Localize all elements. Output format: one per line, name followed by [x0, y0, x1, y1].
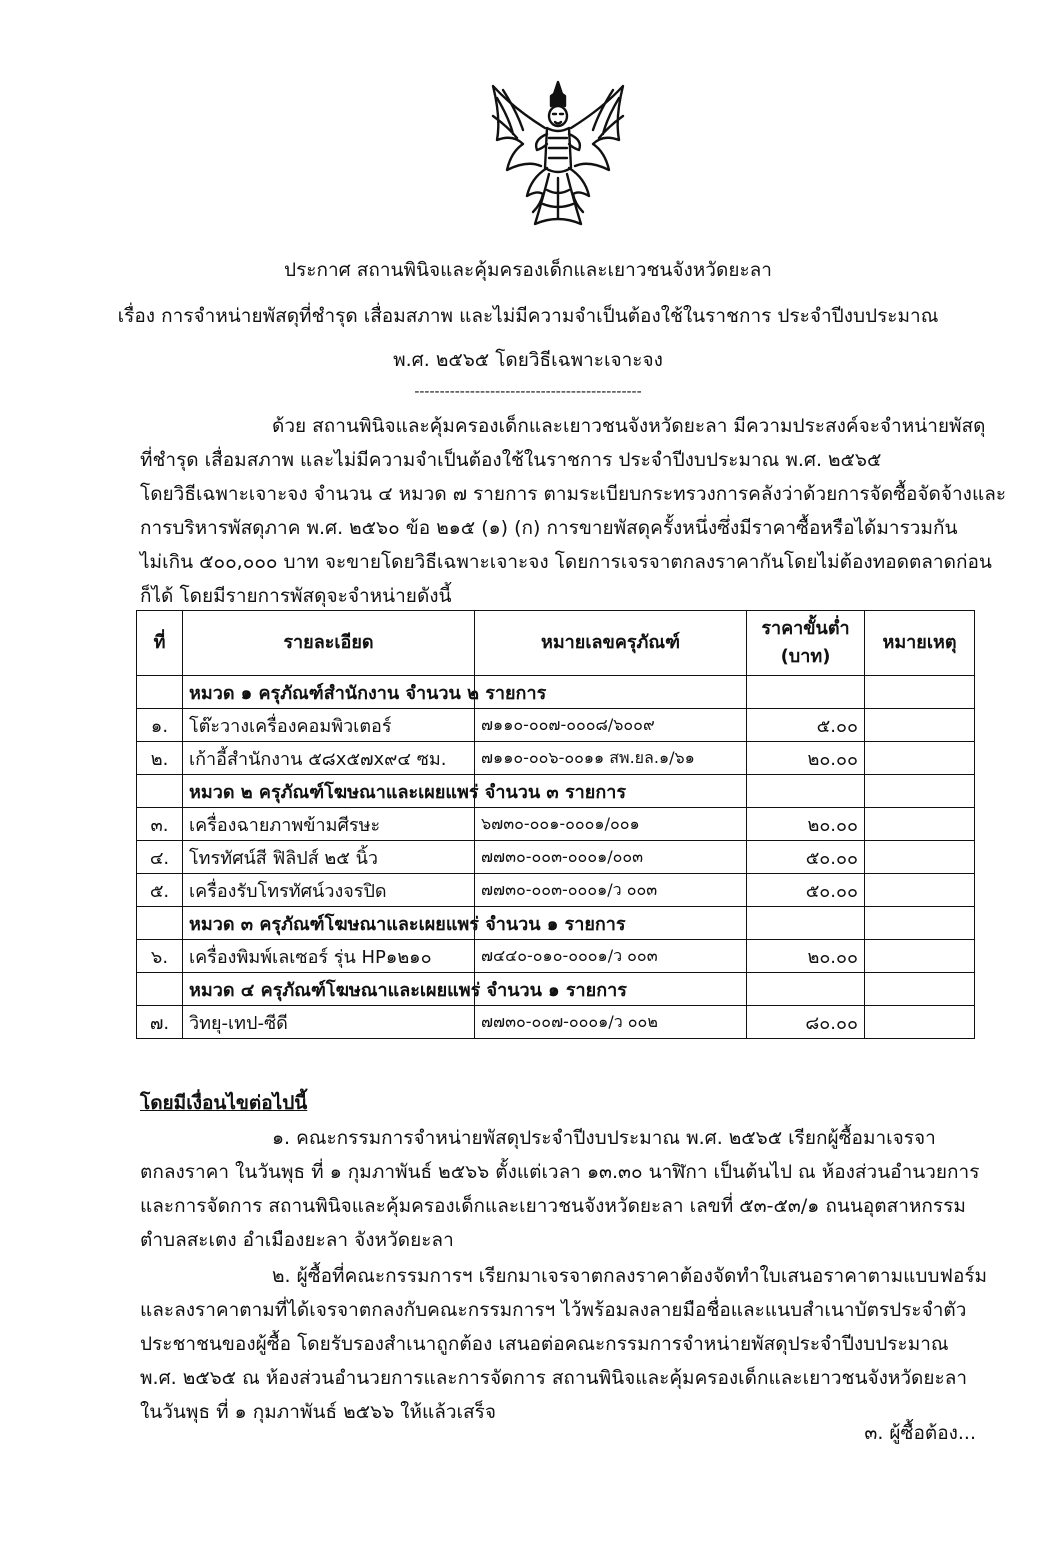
- cell-price: ๒๐.๐๐: [747, 742, 865, 775]
- cell-price: [747, 907, 865, 940]
- intro-line: ที่ชำรุด เสื่อมสภาพ และไม่มีความจำเป็นต้องใช้ในราชการ ประจำปีงบประมาณ พ.ศ. ๒๕๖๕: [140, 449, 882, 471]
- table-body: [137, 676, 975, 1039]
- category-row: [137, 676, 975, 709]
- cell-no: ๖.: [137, 940, 183, 973]
- intro-line: ไม่เกิน ๕๐๐,๐๐๐ บาท จะขายโดยวิธีเฉพาะเจาะจง โดยการเจรจาตกลงราคากันโดยไม่ต้องทอดตลาดก่อน: [140, 551, 992, 573]
- subject-line-1: เรื่อง การจำหน่ายพัสดุที่ชำรุด เสื่อมสภาพ และไม่มีความจำเป็นต้องใช้ในราชการ ประจำปีงบประมาณ: [117, 305, 939, 327]
- cell-price: ๒๐.๐๐: [747, 808, 865, 841]
- table-row: [137, 1006, 975, 1039]
- table-row: [137, 874, 975, 907]
- cell-no: [137, 907, 183, 940]
- garuda-emblem-icon: [483, 78, 633, 230]
- cell-code: ๗๗๓๐-๐๐๗-๐๐๐๑/ว ๐๐๒: [475, 1006, 747, 1039]
- cell-price: [747, 973, 865, 1006]
- condition-line: ๒. ผู้ซื้อที่คณะกรรมการฯ เรียกมาเจรจาตกลงราคาต้องจัดทำใบเสนอราคาตามแบบฟอร์ม: [272, 1265, 988, 1287]
- cell-code: ๗๗๓๐-๐๐๓-๐๐๐๑/ว ๐๐๓: [475, 874, 747, 907]
- cell-detail: โต๊ะวางเครื่องคอมพิวเตอร์: [183, 709, 475, 742]
- table-row: [137, 808, 975, 841]
- cell-remark: [865, 841, 975, 874]
- col-header-code: หมายเลขครุภัณฑ์: [475, 611, 747, 676]
- cell-price: ๕.๐๐: [747, 709, 865, 742]
- cell-detail: หมวด ๓ ครุภัณฑ์โฆษณาและเผยแพร่ จำนวน ๑ รายการ: [183, 907, 475, 940]
- cell-detail: หมวด ๑ ครุภัณฑ์สำนักงาน จำนวน ๒ รายการ: [183, 676, 475, 709]
- table-row: [137, 940, 975, 973]
- cell-remark: [865, 1006, 975, 1039]
- condition-line: ๑. คณะกรรมการจำหน่ายพัสดุประจำปีงบประมาณ พ.ศ. ๒๕๖๕ เรียกผู้ซื้อมาเจรจา: [272, 1127, 936, 1149]
- cell-no: ๕.: [137, 874, 183, 907]
- table-header-row: [137, 611, 975, 676]
- condition-line: พ.ศ. ๒๕๖๕ ณ ห้องส่วนอำนวยการและการจัดการ สถานพินิจและคุ้มครองเด็กและเยาวชนจังหวัดยะลา: [140, 1367, 968, 1389]
- cell-code: ๗๔๔๐-๐๑๐-๐๐๐๑/ว ๐๐๓: [475, 940, 747, 973]
- cell-price: ๒๐.๐๐: [747, 940, 865, 973]
- cell-remark: [865, 808, 975, 841]
- category-row: [137, 973, 975, 1006]
- cell-no: ๑.: [137, 709, 183, 742]
- condition-line: ในวันพุธ ที่ ๑ กุมภาพันธ์ ๒๕๖๖ ให้แล้วเสร็จ: [140, 1401, 496, 1423]
- condition-line: ตกลงราคา ในวันพุธ ที่ ๑ กุมภาพันธ์ ๒๕๖๖ ตั้งแต่เวลา ๑๓.๓๐ นาฬิกา เป็นต้นไป ณ ห้องส่วนอำนวยการ: [140, 1161, 980, 1183]
- cell-code: ๗๑๑๐-๐๐๗-๐๐๐๘/๖๐๐๙: [475, 709, 747, 742]
- cell-no: ๓.: [137, 808, 183, 841]
- cell-price: [747, 676, 865, 709]
- cell-no: [137, 676, 183, 709]
- subject-line-2: พ.ศ. ๒๕๖๕ โดยวิธีเฉพาะเจาะจง: [393, 349, 663, 371]
- cell-remark: [865, 973, 975, 1006]
- cell-code: ๖๗๓๐-๐๐๑-๐๐๐๑/๐๐๑: [475, 808, 747, 841]
- cell-no: [137, 775, 183, 808]
- table-row: [137, 841, 975, 874]
- condition-line: และการจัดการ สถานพินิจและคุ้มครองเด็กและเยาวชนจังหวัดยะลา เลขที่ ๕๓-๕๓/๑ ถนนอุตสาหกรรม: [140, 1195, 966, 1217]
- cell-detail: หมวด ๒ ครุภัณฑ์โฆษณาและเผยแพร่ จำนวน ๓ รายการ: [183, 775, 475, 808]
- cell-detail: เครื่องฉายภาพข้ามศีรษะ: [183, 808, 475, 841]
- cell-detail: เครื่องรับโทรทัศน์วงจรปิด: [183, 874, 475, 907]
- announcement-title: ประกาศ สถานพินิจและคุ้มครองเด็กและเยาวชนจังหวัดยะลา: [284, 259, 772, 281]
- cell-remark: [865, 709, 975, 742]
- cell-detail: เก้าอี้สำนักงาน ๕๘x๕๗x๙๔ ซม.: [183, 742, 475, 775]
- cell-remark: [865, 907, 975, 940]
- separator: ---------------------------------------------: [414, 384, 642, 400]
- intro-line: ด้วย สถานพินิจและคุ้มครองเด็กและเยาวชนจังหวัดยะลา มีความประสงค์จะจำหน่ายพัสดุ: [272, 415, 986, 437]
- cell-remark: [865, 742, 975, 775]
- condition-line: ตำบลสะเตง อำเมืองยะลา จังหวัดยะลา: [140, 1229, 454, 1251]
- col-header-price-line2: (บาท): [780, 646, 831, 667]
- cell-detail: เครื่องพิมพ์เลเซอร์ รุ่น HP๑๒๑๐: [183, 940, 475, 973]
- category-row: [137, 775, 975, 808]
- cell-remark: [865, 940, 975, 973]
- cell-price: [747, 775, 865, 808]
- cell-no: ๔.: [137, 841, 183, 874]
- cell-price: ๕๐.๐๐: [747, 874, 865, 907]
- intro-line: โดยวิธีเฉพาะเจาะจง จำนวน ๔ หมวด ๗ รายการ ตามระเบียบกระทรวงการคลังว่าด้วยการจัดซื้อจัดจ้างและ: [140, 483, 1007, 505]
- cell-remark: [865, 775, 975, 808]
- cell-remark: [865, 874, 975, 907]
- cell-remark: [865, 676, 975, 709]
- intro-line: การบริหารพัสดุภาค พ.ศ. ๒๕๖๐ ข้อ ๒๑๕ (๑) (ก) การขายพัสดุครั้งหนึ่งซึ่งมีราคาซื้อหรือได้มารวมกัน: [140, 517, 958, 539]
- cell-no: [137, 973, 183, 1006]
- col-header-remark: หมายเหตุ: [865, 611, 975, 676]
- category-row: [137, 907, 975, 940]
- cell-detail: โทรทัศน์สี ฟิลิปส์ ๒๕ นิ้ว: [183, 841, 475, 874]
- cell-code: ๗๗๓๐-๐๐๓-๐๐๐๑/๐๐๓: [475, 841, 747, 874]
- col-header-price: [747, 611, 865, 676]
- items-table: [136, 610, 975, 1039]
- cell-detail: วิทยุ-เทป-ซีดี: [183, 1006, 475, 1039]
- cell-no: ๒.: [137, 742, 183, 775]
- conditions-title: โดยมีเงื่อนไขต่อไปนี้: [140, 1092, 308, 1114]
- cell-price: ๕๐.๐๐: [747, 841, 865, 874]
- col-header-price-line1: ราคาขั้นต่ำ: [761, 618, 850, 639]
- table-row: [137, 742, 975, 775]
- table-row: [137, 709, 975, 742]
- continued-note: ๓. ผู้ซื้อต้อง...: [864, 1422, 976, 1444]
- condition-line: ประชาชนของผู้ซื้อ โดยรับรองสำเนาถูกต้อง เสนอต่อคณะกรรมการจำหน่ายพัสดุประจำปีงบประมาณ: [140, 1333, 949, 1355]
- intro-line: ก็ได้ โดยมีรายการพัสดุจะจำหน่ายดังนี้: [140, 585, 452, 607]
- cell-price: ๘๐.๐๐: [747, 1006, 865, 1039]
- cell-no: ๗.: [137, 1006, 183, 1039]
- cell-detail: หมวด ๔ ครุภัณฑ์โฆษณาและเผยแพร่ จำนวน ๑ รายการ: [183, 973, 475, 1006]
- col-header-detail: รายละเอียด: [183, 611, 475, 676]
- condition-line: และลงราคาตามที่ได้เจรจาตกลงกับคณะกรรมการฯ ไว้พร้อมลงลายมือชื่อและแนบสำเนาบัตรประจำตัว: [140, 1299, 967, 1321]
- col-header-no: ที่: [137, 611, 183, 676]
- cell-code: ๗๑๑๐-๐๐๖-๐๐๑๑ สพ.ยล.๑/๖๑: [475, 742, 747, 775]
